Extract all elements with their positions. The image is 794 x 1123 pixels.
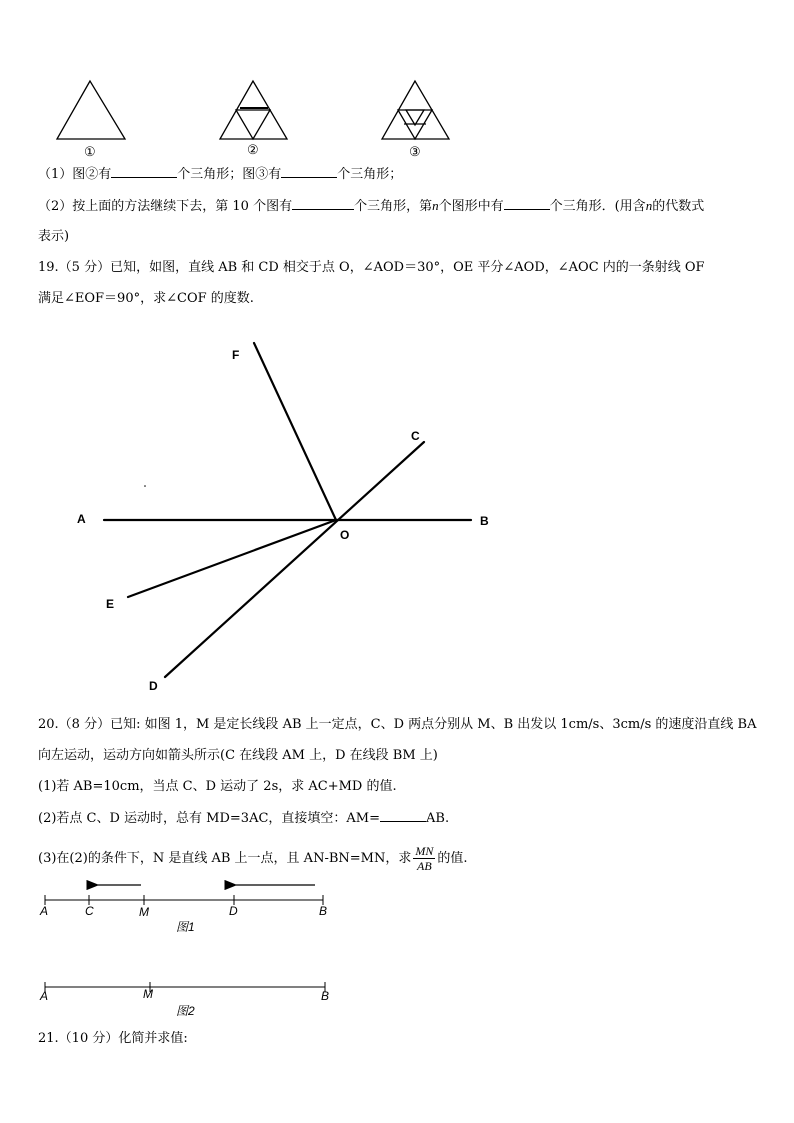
triangle-label-1: ① [84, 144, 96, 159]
answer-blank[interactable] [380, 809, 426, 822]
point-label-B: B [480, 514, 489, 528]
fig2-label-A: A [40, 989, 49, 1003]
q18-line1: （1）图②有 个三角形；图③有 个三角形； [38, 167, 403, 182]
triangle-label-3: ③ [409, 144, 421, 159]
q20-figures [0, 870, 794, 1030]
q18-line3: 表示) [38, 229, 70, 244]
point-label-E: E [106, 597, 115, 611]
fig1-caption: 图1 [176, 920, 195, 934]
answer-blank[interactable] [111, 165, 177, 178]
fig1-label-B: B [319, 904, 328, 918]
q20-line1: 20.（8 分）已知: 如图 1，M 是定长线段 AB 上一定点，C、D 两点分别从 M、B 出发以 1cm/s、3cm/s 的速度沿直线 BA [38, 717, 757, 732]
triangle-label-2: ② [247, 142, 259, 157]
point-label-F: F [232, 348, 240, 362]
fig2-label-M: M [143, 987, 153, 1001]
answer-blank[interactable] [504, 197, 550, 210]
triangles-figure [0, 0, 794, 170]
q20-line2: 向左运动，运动方向如箭头所示(C 在线段 AM 上，D 在线段 BM 上) [38, 748, 438, 763]
point-label-C: C [411, 429, 420, 443]
figure-1 [45, 885, 323, 905]
triangle-2 [220, 81, 287, 139]
point-label-O: O [340, 528, 350, 542]
fig1-label-M: M [139, 905, 149, 919]
ray-OF [254, 343, 336, 520]
q19-figure [0, 320, 794, 710]
q21-line1: 21.（10 分）化简并求值: [38, 1031, 188, 1046]
answer-blank[interactable] [281, 165, 337, 178]
fraction-MN-over-AB: $\frac{MN}{AB}$ [415, 844, 434, 873]
fig2-caption: 图2 [176, 1004, 195, 1018]
figure-2 [45, 982, 325, 992]
q18-line2: （2）按上面的方法继续下去，第 10 个图有 个三角形，第n个图形中有 个三角形．(用含n的代数式 [38, 198, 705, 214]
fig2-label-B: B [321, 989, 330, 1003]
q20-line5: (3)在(2)的条件下，N 是直线 AB 上一点，且 AN-BN=MN，求 $\frac{MN}{AB}$ 的值. [38, 844, 468, 873]
line-CD [165, 442, 424, 677]
answer-blank[interactable] [292, 197, 354, 210]
q20-line4: (2)若点 C、D 运动时，总有 MD=3AC，直接填空：AM= AB. [38, 811, 450, 826]
fig1-label-D: D [229, 904, 238, 918]
ray-OE [128, 520, 336, 597]
q19-line1: 19.（5 分）已知，如图，直线 AB 和 CD 相交于点 O，∠AOD＝30°，OE 平分∠AOD，∠AOC 内的一条射线 OF [38, 260, 705, 275]
triangle-3 [382, 81, 449, 139]
fig1-label-A: A [40, 904, 49, 918]
point-label-D: D [149, 679, 158, 693]
fig1-label-C: C [85, 904, 94, 918]
q20-line3: (1)若 AB=10cm，当点 C、D 运动了 2s，求 AC+MD 的值. [38, 779, 397, 794]
point-label-A: A [77, 512, 86, 526]
triangle-1 [57, 81, 125, 139]
q19-line2: 满足∠EOF＝90°，求∠COF 的度数. [38, 291, 254, 306]
